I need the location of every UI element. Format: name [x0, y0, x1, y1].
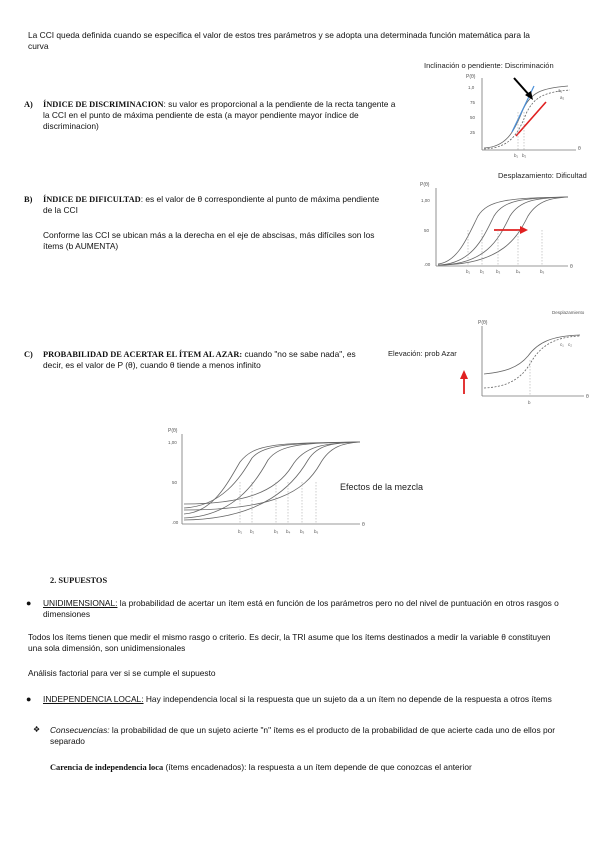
section-b-text: [43, 194, 383, 216]
unidim-paragraph-1: Todos los ítems tienen que medir el mismo rasgo o criterio. Es decir, la TRI asume que los ítems destinados a medir la variable θ constituyen una sola dimensión, son unidimensionales: [28, 632, 551, 653]
fig4-ytick-2: .00: [172, 520, 179, 525]
fig2-axis-x: θ: [570, 264, 573, 270]
consecuencias-text: [50, 725, 570, 747]
section-c-text: [43, 349, 368, 371]
fig1-ytick-3: 25: [470, 130, 476, 135]
intro-text: La CCI queda definida cuando se especifica el valor de estos tres parámetros y se adopta una determinada función matemática para la curva: [28, 30, 530, 51]
fig4-label: Efectos de la mezcla: [340, 482, 424, 492]
fig1-xlabel-2: b₂: [522, 153, 527, 158]
fig4-ytick-0: 1,00: [168, 440, 177, 445]
fig4-curve-6: [184, 442, 360, 510]
unidim-title: UNIDIMENSIONAL:: [43, 598, 118, 608]
fig4-xlabel-1: b₁: [238, 529, 243, 534]
consecuencias-label: Consecuencias:: [50, 725, 110, 735]
fig2-xlabel-3: b₃: [496, 269, 501, 274]
fig4-xlabel-6: b₆: [314, 529, 319, 534]
unidim-body: la probabilidad de acertar un ítem está en función de los parámetros pero no del nivel de puntuación en otros rasgos o dimensiones: [43, 598, 559, 619]
section-a-text: [43, 99, 398, 132]
section-b-title: ÍNDICE DE DIFICULTAD: [43, 195, 141, 204]
fig3-curve-label-2: c₂: [568, 342, 572, 347]
fig2-axis-p: P(θ): [420, 182, 430, 188]
carencia-body: (ítems encadenados): la respuesta a un ítem depende de que conozcas el anterior: [163, 762, 472, 772]
fig3-label: Elevación: prob Azar: [388, 349, 457, 358]
fig1-curve-label-2: a₂: [560, 95, 565, 100]
fig2-curve-2: [438, 197, 568, 265]
fig3-caption: Desplazamiento: [552, 310, 585, 315]
fig2-label: Desplazamiento: Dificultad: [498, 171, 587, 180]
fig3-axis-p: P(θ): [478, 320, 488, 326]
consecuencias-body: la probabilidad de que un sujeto acierte "n" ítems es el producto de la probabilidad de que acierte cada uno de ellos por separado: [50, 725, 556, 746]
section-b-note: Conforme las CCI se ubican más a la derecha en el eje de abscisas, más difíciles son los ítems (b AUMENTA): [43, 230, 375, 251]
fig2-ytick-2: .00: [424, 262, 431, 267]
carencia-title: Carencia de independencia loca: [50, 763, 164, 772]
fig4-axis-p: P(θ): [168, 428, 178, 434]
bullet-icon: ●: [26, 694, 32, 704]
fig1-xlabel-1: b₁: [514, 153, 519, 158]
fig2-ytick-1: 50: [424, 228, 430, 233]
bullet-icon: ●: [26, 598, 32, 608]
carencia-text: [50, 762, 570, 773]
diamond-bullet-icon: ❖: [33, 725, 41, 734]
figure-dificultad: [418, 166, 590, 278]
section-c-title: PROBABILIDAD DE ACERTAR EL ÍTEM AL AZAR:: [43, 350, 243, 359]
supuestos-heading: 2. SUPUESTOS: [50, 576, 108, 585]
fig2-xlabel-1: b₁: [466, 269, 471, 274]
indep-title: INDEPENDENCIA LOCAL:: [43, 694, 144, 704]
unidim-text: [43, 598, 571, 620]
fig2-xlabel-5: b₅: [540, 269, 545, 274]
section-b-marker: B): [24, 195, 33, 204]
section-c-marker: C): [24, 350, 33, 359]
fig1-ytick-0: 1,0: [468, 85, 475, 90]
fig1-curve-label-1: a₁: [558, 88, 563, 93]
fig4-curve-4: [184, 442, 360, 504]
unidim-paragraph-2: Análisis factorial para ver si se cumple el supuesto: [28, 668, 216, 678]
fig4-xlabel-2: b₂: [250, 529, 255, 534]
fig1-ytick-1: 75: [470, 100, 476, 105]
indep-text: [43, 694, 571, 705]
fig4-curve-5: [184, 442, 360, 520]
fig3-curve-2: [484, 336, 580, 388]
figure-discriminacion: [418, 52, 590, 164]
section-a-title: ÍNDICE DE DISCRIMINACION: [43, 100, 164, 109]
fig1-ytick-2: 50: [470, 115, 476, 120]
fig1-axis-x: θ: [578, 146, 581, 152]
section-a-body: : su valor es proporcional a la pendiente de la recta tangente a la CCI en el punto de máxima pendiente de esta (a mayor pendiente mayor índice de discriminacion): [43, 99, 396, 131]
fig1-axis-p: P(θ): [466, 74, 476, 80]
section-c-body: cuando "no se sabe nada", es decir, es el valor de P (θ), cuando θ tiende a menos infinito: [43, 349, 356, 370]
fig2-xlabel-4: b₄: [516, 269, 521, 274]
fig2-xlabel-2: b₂: [480, 269, 485, 274]
fig4-xlabel-4: b₄: [286, 529, 291, 534]
fig2-ytick-0: 1,00: [421, 198, 430, 203]
fig1-label: Inclinación o pendiente: Discriminación: [424, 61, 554, 70]
fig4-ytick-1: 50: [172, 480, 178, 485]
fig4-curve-3: [184, 442, 360, 518]
fig3-xlabel: b: [528, 400, 531, 405]
section-b-body: : es el valor de θ correspondiente al punto de máxima pendiente de la CCI: [43, 194, 380, 215]
section-a-marker: A): [24, 100, 33, 109]
fig3-axis-x: θ: [586, 394, 589, 400]
fig3-curve-1: [484, 335, 580, 374]
fig4-axis-x: θ: [362, 522, 365, 528]
fig1-curve-2: [484, 90, 570, 149]
fig4-xlabel-3: b₃: [274, 529, 279, 534]
fig4-xlabel-5: b₅: [300, 529, 305, 534]
fig1-tangent-red: [516, 102, 546, 136]
figure-mezcla: [164, 422, 444, 542]
indep-body: Hay independencia local si la respuesta que un sujeto da a un ítem no depende de la respuesta a otros ítems: [143, 694, 552, 704]
figure-azar: [384, 304, 594, 414]
fig3-curve-label-1: c₁: [560, 342, 564, 347]
